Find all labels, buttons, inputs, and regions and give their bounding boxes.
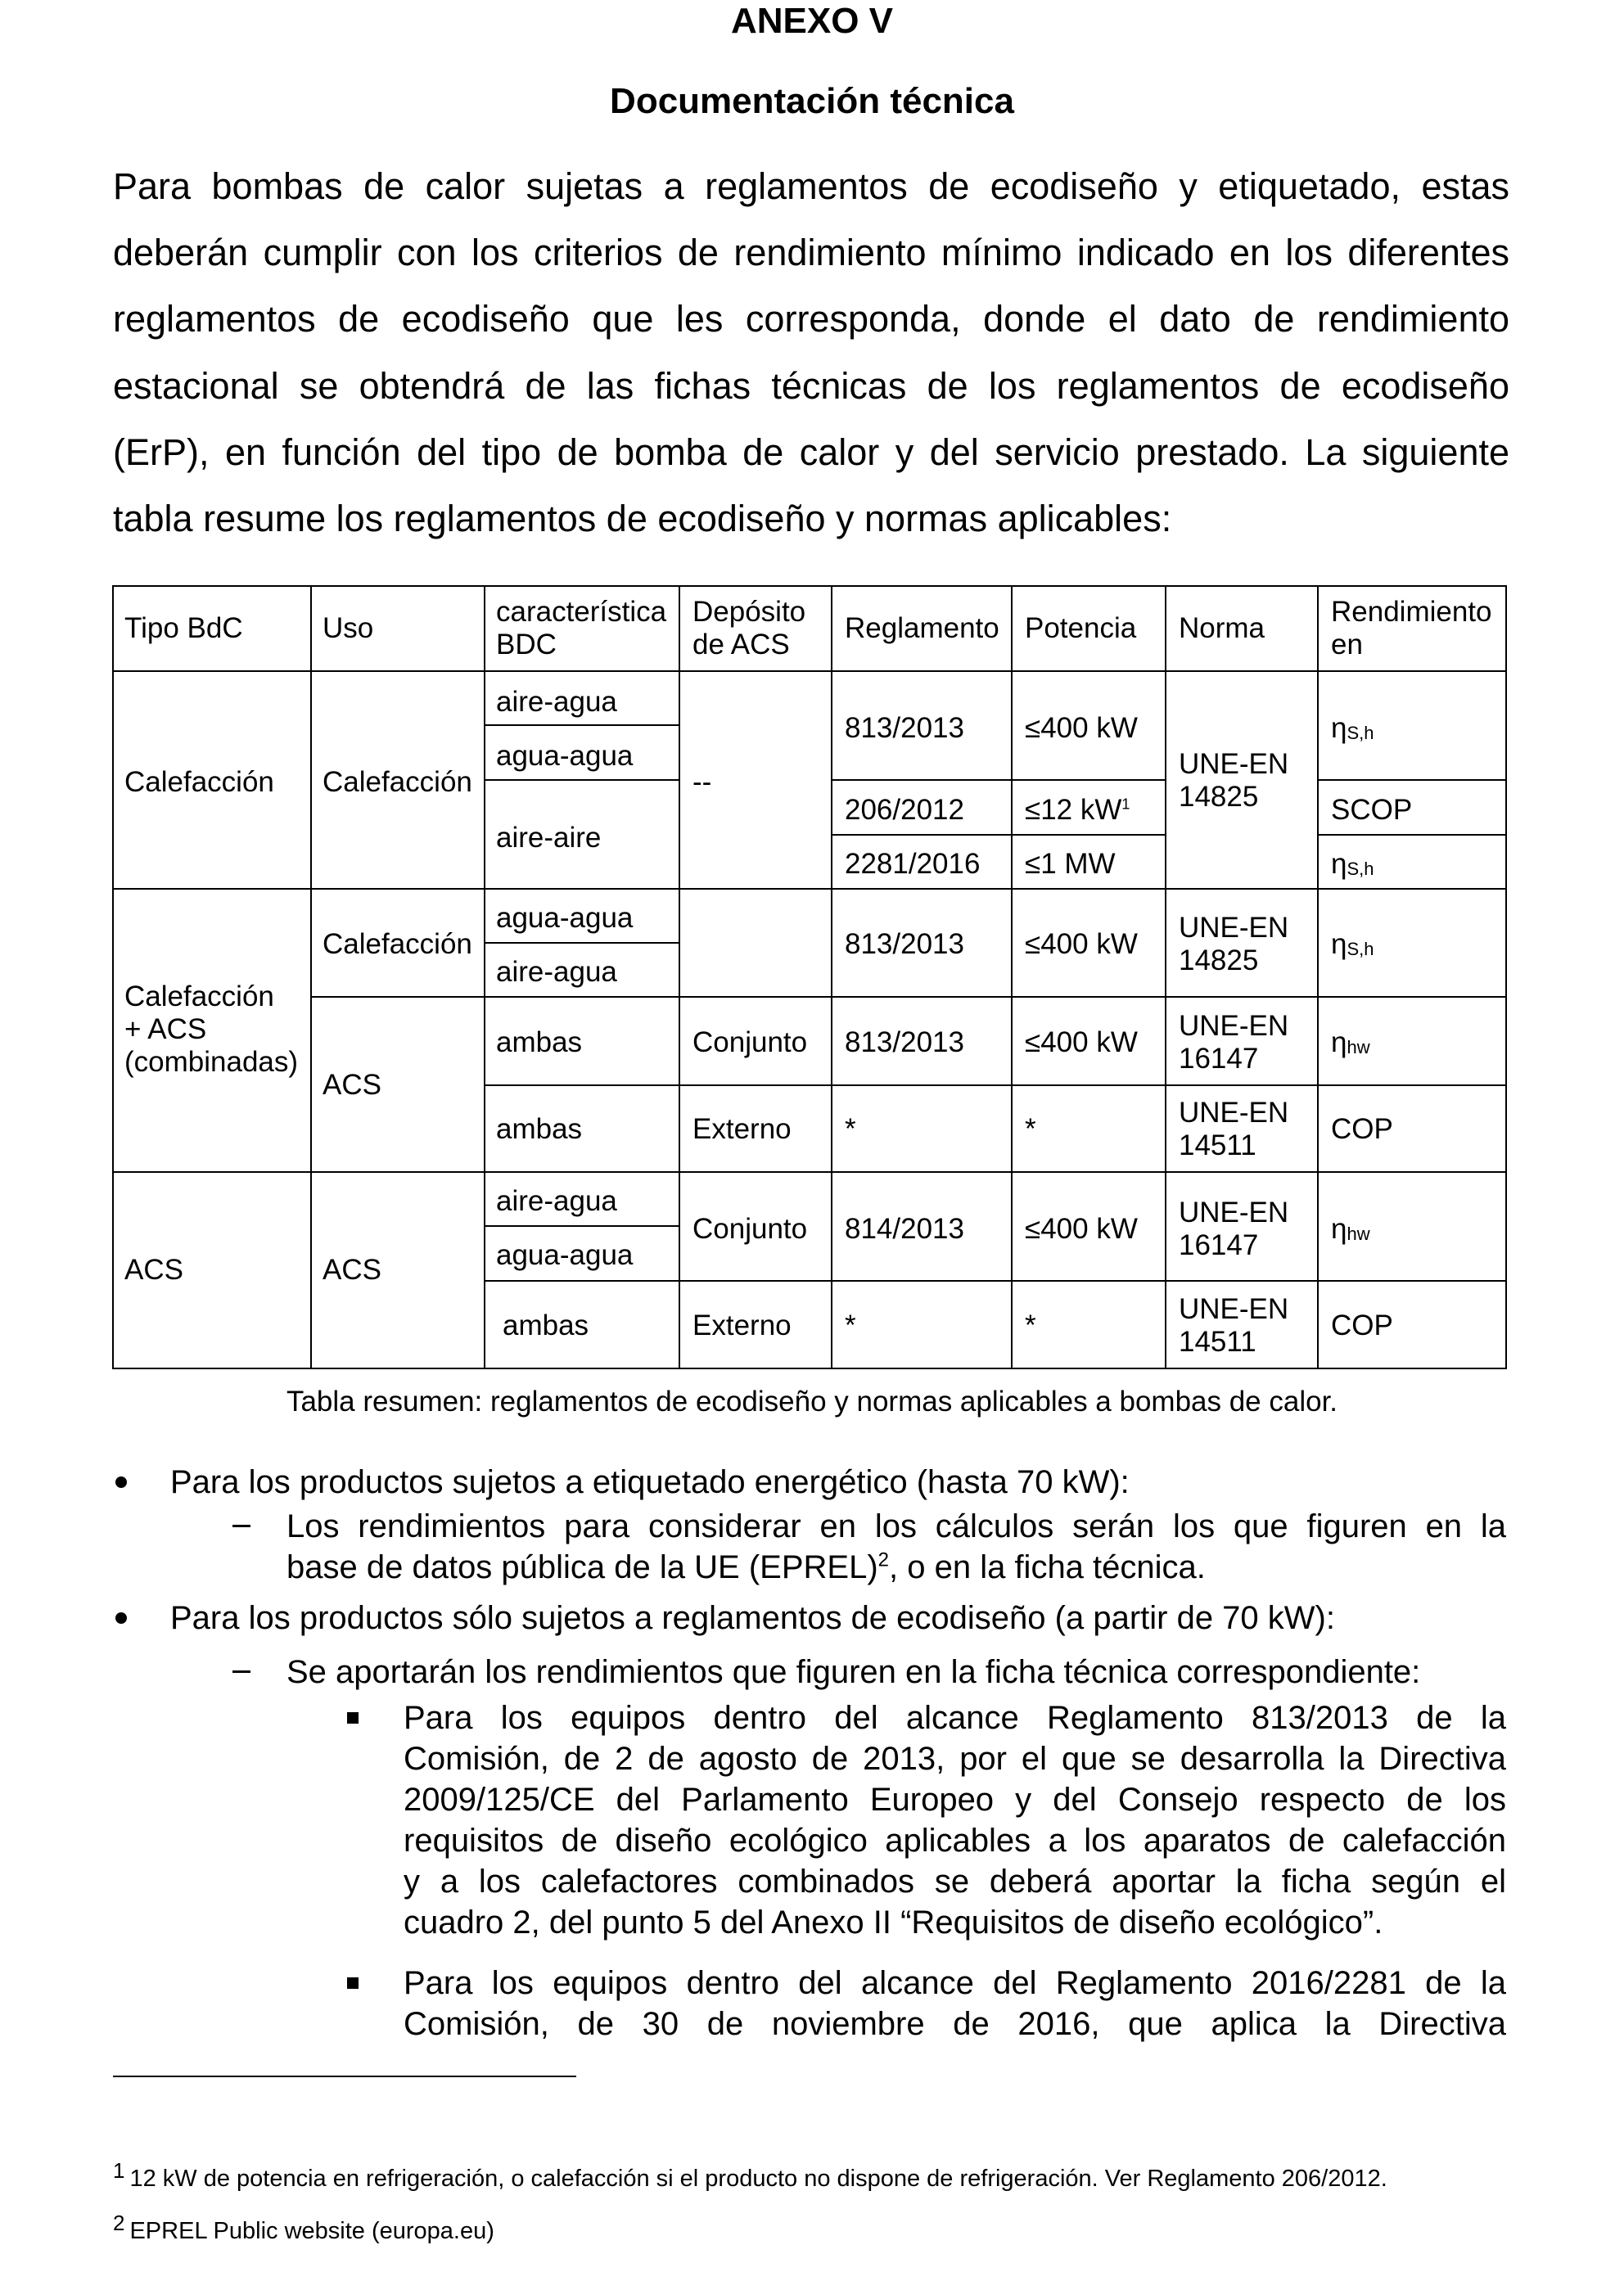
cell-norma: UNE-EN 14825 — [1179, 748, 1289, 813]
header-reglamento: Reglamento — [845, 612, 999, 644]
header-uso: Uso — [323, 612, 374, 644]
intro-line: (ErP), en función del tipo de bomba de calor y del servicio prestado. La siguiente — [113, 431, 1509, 473]
table-caption: Tabla resumen: reglamentos de ecodiseño y normas aplicables a bombas de calor. — [286, 1386, 1338, 1418]
nested-bullet-line: 2009/125/CE del Parlamento Europeo y del Consejo respecto de los — [404, 1782, 1506, 1818]
cell-rendimiento: SCOP — [1331, 794, 1413, 826]
cell-reglamento: 2281/2016 — [845, 848, 981, 880]
cell-tipo: Calefacción + ACS (combinadas) — [124, 980, 299, 1078]
footnote-1 — [113, 2158, 1387, 2193]
bullet-icon — [115, 1612, 127, 1624]
cell-deposito: Conjunto — [692, 1026, 808, 1058]
cell-potencia: ≤400 kW — [1025, 712, 1138, 744]
cell-reglamento: * — [845, 1113, 856, 1145]
sub-bullet-text: Los rendimientos para considerar en los cálculos serán los que figuren en la — [286, 1508, 1506, 1544]
nested-bullet-line: Comisión, de 30 de noviembre de 2016, que aplica la Directiva — [404, 2006, 1506, 2042]
eta-symbol: η — [1331, 848, 1347, 880]
cell-reglamento: 813/2013 — [845, 712, 964, 744]
footnote-text: EPREL Public website (europa.eu) — [129, 2218, 494, 2244]
cell-tipo: Calefacción — [124, 766, 274, 798]
dash-icon — [232, 1670, 250, 1673]
bullet-text: Para los productos sujetos a etiquetado energético (hasta 70 kW): — [170, 1464, 1130, 1500]
footnote-ref: 2 — [877, 1548, 889, 1571]
cell-rendimiento — [1331, 928, 1374, 961]
nested-bullet-line: requisitos de diseño ecológico aplicables a los aparatos de calefacción — [404, 1823, 1506, 1859]
intro-line: estacional se obtendrá de las fichas técnicas de los reglamentos de ecodiseño — [113, 365, 1509, 407]
eta-subscript: hw — [1347, 1037, 1370, 1057]
eta-symbol: η — [1331, 712, 1347, 744]
cell-potencia: ≤1 MW — [1025, 848, 1116, 880]
eta-subscript: S,h — [1347, 939, 1374, 959]
nested-bullet-line: Para los equipos dentro del alcance Reglamento 813/2013 de la — [404, 1700, 1506, 1736]
sub-bullet-text: Se aportarán los rendimientos que figuren en la ficha técnica correspondiente: — [286, 1654, 1421, 1690]
header-tipo-bdc: Tipo BdC — [124, 612, 243, 644]
intro-line: reglamentos de ecodiseño que les corresponda, donde el dato de rendimiento — [113, 298, 1509, 340]
cell-caracteristica: ambas — [503, 1310, 589, 1341]
cell-reglamento: 206/2012 — [845, 794, 964, 826]
cell-caracteristica: aire-agua — [496, 686, 617, 718]
footnote-2 — [113, 2211, 494, 2246]
footnote-separator — [113, 2076, 576, 2077]
cell-uso: Calefacción — [323, 928, 472, 960]
cell-deposito: Externo — [692, 1310, 792, 1341]
intro-line: Para bombas de calor sujetas a reglamentos de ecodiseño y etiquetado, estas — [113, 165, 1509, 207]
cell-tipo: ACS — [124, 1254, 183, 1286]
bullet-icon — [115, 1476, 127, 1488]
cell-caracteristica: agua-agua — [496, 902, 634, 934]
cell-potencia: * — [1025, 1113, 1036, 1145]
cell-potencia: ≤400 kW — [1025, 1213, 1138, 1245]
cell-uso: Calefacción — [323, 766, 472, 798]
cell-rendimiento: COP — [1331, 1310, 1393, 1341]
cell-caracteristica: aire-agua — [496, 956, 617, 988]
cell-rendimiento — [1331, 712, 1374, 745]
cell-reglamento: 813/2013 — [845, 1026, 964, 1058]
nested-bullet-line: Para los equipos dentro del alcance del Reglamento 2016/2281 de la — [404, 1965, 1506, 2001]
cell-norma: UNE-EN 16147 — [1179, 1010, 1289, 1075]
cell-uso: ACS — [323, 1254, 381, 1286]
header-norma: Norma — [1179, 612, 1265, 644]
cell-rendimiento: COP — [1331, 1113, 1393, 1145]
cell-rendimiento — [1331, 1026, 1370, 1059]
eta-subscript: S,h — [1347, 723, 1374, 743]
cell-potencia: * — [1025, 1310, 1036, 1341]
eta-symbol: η — [1331, 1213, 1347, 1245]
cell-uso: ACS — [323, 1069, 381, 1101]
cell-reglamento: 814/2013 — [845, 1213, 964, 1245]
cell-caracteristica: ambas — [496, 1113, 583, 1145]
nested-bullet-line: Comisión, de 2 de agosto de 2013, por el que se desarrolla la Directiva — [404, 1741, 1506, 1777]
dash-icon — [232, 1525, 250, 1527]
sub-bullet-text — [286, 1547, 1206, 1588]
eta-symbol: η — [1331, 928, 1347, 960]
potencia-value: ≤12 kW — [1025, 794, 1122, 826]
square-bullet-icon — [347, 1712, 359, 1724]
cell-norma: UNE-EN 14511 — [1179, 1293, 1289, 1358]
cell-deposito: -- — [692, 766, 712, 798]
footnote-ref: 1 — [1121, 796, 1130, 813]
header-potencia: Potencia — [1025, 612, 1137, 644]
footnote-mark: 1 — [113, 2158, 125, 2183]
cell-norma: UNE-EN 14511 — [1179, 1097, 1289, 1161]
eta-subscript: hw — [1347, 1224, 1370, 1244]
cell-norma: UNE-EN 14825 — [1179, 912, 1289, 976]
cell-deposito: Externo — [692, 1113, 792, 1145]
cell-potencia: ≤400 kW — [1025, 928, 1138, 960]
intro-line: tabla resume los reglamentos de ecodiseño y normas aplicables: — [113, 498, 1172, 539]
cell-reglamento: * — [845, 1310, 856, 1341]
cell-caracteristica: agua-agua — [496, 1239, 634, 1271]
cell-rendimiento — [1331, 1213, 1370, 1246]
eta-symbol: η — [1331, 1026, 1347, 1058]
eta-subscript: S,h — [1347, 859, 1374, 879]
cell-deposito: Conjunto — [692, 1213, 808, 1245]
cell-rendimiento — [1331, 848, 1374, 881]
header-caracteristica: característica BDC — [496, 596, 667, 660]
cell-caracteristica: agua-agua — [496, 740, 634, 772]
bullet-text: Para los productos sólo sujetos a reglamentos de ecodiseño (a partir de 70 kW): — [170, 1600, 1335, 1636]
annex-title: ANEXO V — [730, 1, 894, 41]
cell-potencia — [1025, 794, 1130, 827]
nested-bullet-line: cuadro 2, del punto 5 del Anexo II “Requisitos de diseño ecológico”. — [404, 1905, 1383, 1941]
cell-caracteristica: aire-agua — [496, 1185, 617, 1217]
cell-potencia: ≤400 kW — [1025, 1026, 1138, 1058]
intro-line: deberán cumplir con los criterios de rendimiento mínimo indicado en los diferentes — [113, 232, 1509, 273]
footnote-text: 12 kW de potencia en refrigeración, o calefacción si el producto no dispone de refrigeración. Ver Reglamento 206/2012. — [129, 2166, 1387, 2192]
cell-caracteristica: ambas — [496, 1026, 583, 1058]
header-deposito: Depósito de ACS — [692, 596, 806, 660]
header-rendimiento: Rendimiento en — [1331, 596, 1492, 660]
footnote-mark: 2 — [113, 2211, 125, 2235]
cell-caracteristica: aire-aire — [496, 822, 602, 854]
document-subtitle: Documentación técnica — [610, 81, 1014, 121]
square-bullet-icon — [347, 1977, 359, 1989]
nested-bullet-line: y a los calefactores combinados se deberá aportar la ficha según el — [404, 1864, 1506, 1900]
cell-norma: UNE-EN 16147 — [1179, 1197, 1289, 1261]
text-span: , o en la ficha técnica. — [889, 1549, 1206, 1585]
cell-reglamento: 813/2013 — [845, 928, 964, 960]
text-span: base de datos pública de la UE (EPREL) — [286, 1549, 878, 1585]
